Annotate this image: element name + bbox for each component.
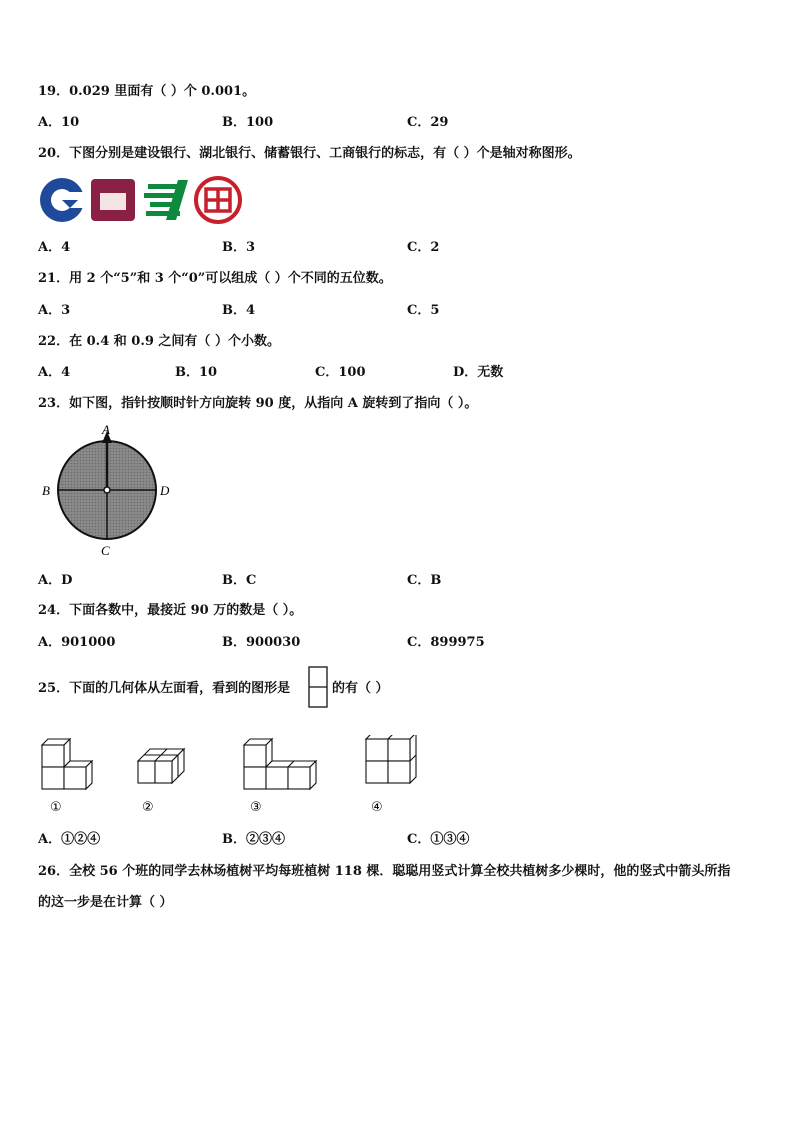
figure-label-4: ④ bbox=[371, 800, 383, 815]
option-c: C．B bbox=[407, 573, 442, 588]
cube-figure-1 bbox=[42, 739, 92, 789]
figure-label-1: ① bbox=[50, 800, 62, 815]
option-b: B．100 bbox=[222, 115, 274, 130]
option-c: C．5 bbox=[407, 303, 440, 318]
cube-figure-3 bbox=[244, 739, 316, 789]
left-view-shape-icon bbox=[308, 666, 328, 708]
question-19-stem: 19．0.029 里面有（ ）个 0.001。 bbox=[38, 84, 256, 99]
option-c: C．100 bbox=[315, 365, 366, 380]
option-b: B．②③④ bbox=[222, 832, 285, 847]
label-a: A bbox=[102, 423, 110, 437]
question-20-stem: 20．下图分别是建设银行、湖北银行、储蓄银行、工商银行的标志，有（ ）个是轴对称图形。 bbox=[38, 146, 581, 161]
icbc-logo-icon bbox=[196, 178, 240, 222]
option-a: A．10 bbox=[38, 115, 80, 130]
figure-label-2: ② bbox=[142, 800, 154, 815]
hubei-bank-logo-icon bbox=[91, 179, 135, 221]
option-c: C．29 bbox=[407, 115, 449, 130]
question-22-stem: 22．在 0.4 和 0.9 之间有（ ）个小数。 bbox=[38, 334, 280, 349]
bank-logos-figure bbox=[38, 176, 244, 224]
ccb-logo-icon bbox=[40, 178, 86, 222]
option-b: B．C bbox=[222, 573, 257, 588]
option-a: A．3 bbox=[38, 303, 71, 318]
label-c: C bbox=[101, 543, 110, 558]
option-b: B．10 bbox=[175, 365, 218, 380]
question-26-stem-line2: 的这一步是在计算（ ） bbox=[38, 895, 173, 910]
question-21-stem: 21．用 2 个“5”和 3 个“0”可以组成（ ）个不同的五位数。 bbox=[38, 271, 392, 286]
option-b: B．900030 bbox=[222, 635, 301, 650]
label-b: B bbox=[42, 483, 50, 498]
label-d: D bbox=[160, 483, 170, 498]
question-24-stem: 24．下面各数中，最接近 90 万的数是（ ）。 bbox=[38, 603, 303, 618]
question-25-stem-start: 25．下面的几何体从左面看，看到的图形是 bbox=[38, 681, 291, 696]
cube-figures bbox=[38, 735, 428, 815]
compass-dial-figure bbox=[40, 423, 180, 558]
option-b: B．3 bbox=[222, 240, 256, 255]
option-a: A．4 bbox=[38, 240, 71, 255]
question-23-stem: 23．如下图，指针按顺时针方向旋转 90 度，从指向 A 旋转到了指向（ ）。 bbox=[38, 396, 478, 411]
option-a: A．901000 bbox=[38, 635, 116, 650]
cube-figure-2 bbox=[138, 749, 184, 783]
figure-label-3: ③ bbox=[250, 800, 262, 815]
postal-savings-logo-icon bbox=[144, 180, 188, 220]
option-a: A．D bbox=[38, 573, 73, 588]
question-25-stem-end: 的有（ ） bbox=[332, 681, 389, 696]
option-a: A．4 bbox=[38, 365, 71, 380]
option-c: C．①③④ bbox=[407, 832, 470, 847]
option-a: A．①②④ bbox=[38, 832, 101, 847]
option-b: B．4 bbox=[222, 303, 256, 318]
question-26-stem-line1: 26．全校 56 个班的同学去林场植树平均每班植树 118 棵．聪聪用竖式计算全校共植树多少棵时，他的竖式中箭头所指 bbox=[38, 864, 731, 879]
option-c: C．2 bbox=[407, 240, 440, 255]
option-d: D．无数 bbox=[453, 365, 504, 380]
option-c: C．899975 bbox=[407, 635, 485, 650]
cube-figure-4 bbox=[366, 735, 416, 783]
